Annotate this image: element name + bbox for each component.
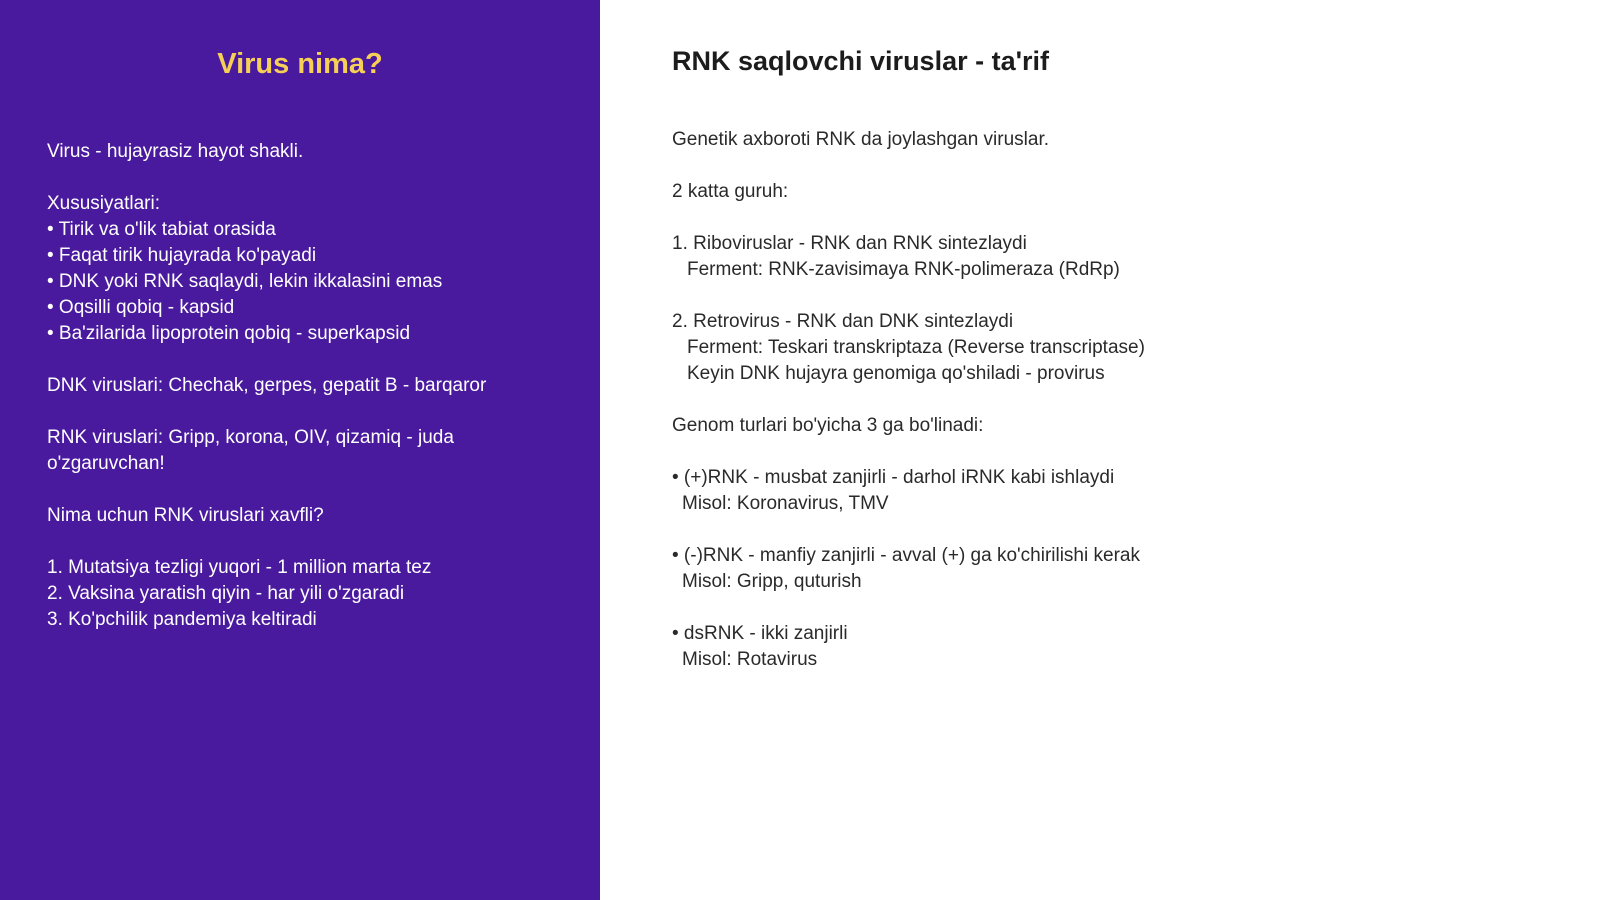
feature-item: • DNK yoki RNK saqlaydi, lekin ikkalasini emas (47, 271, 443, 292)
genome-type-positive-example: Misol: Koronavirus, TMV (682, 493, 889, 514)
reason-item: 1. Mutatsiya tezligi yuqori - 1 million marta tez (47, 557, 432, 578)
right-panel (600, 0, 1600, 900)
spacer (672, 387, 1552, 413)
group2-enzyme: Ferment: Teskari transkriptaza (Reverse transcriptase) (687, 337, 1145, 358)
group2-title: 2. Retrovirus - RNK dan DNK sintezlaydi (672, 311, 1014, 332)
feature-item: • Faqat tirik hujayrada ko'payadi (47, 245, 317, 266)
features-heading: Xususiyatlari: (47, 193, 160, 214)
danger-question: Nima uchun RNK viruslari xavfli? (47, 505, 324, 526)
spacer (672, 439, 1552, 465)
rna-viruses-line1: RNK viruslari: Gripp, korona, OIV, qizamiq - juda (47, 427, 454, 448)
spacer (47, 347, 547, 373)
right-body (672, 127, 1552, 673)
genome-type-double: • dsRNK - ikki zanjirli (672, 623, 848, 644)
group1-title: 1. Riboviruslar - RNK dan RNK sintezlaydi (672, 233, 1027, 254)
spacer (672, 595, 1552, 621)
left-body (47, 139, 547, 633)
spacer (672, 153, 1552, 179)
reason-item: 2. Vaksina yaratish qiyin - har yili o'zgaradi (47, 583, 405, 604)
spacer (47, 477, 547, 503)
feature-item: • Ba'zilarida lipoprotein qobiq - superkapsid (47, 323, 411, 344)
group1-enzyme: Ferment: RNK-zavisimaya RNK-polimeraza (RdRp) (687, 259, 1120, 280)
feature-item: • Tirik va o'lik tabiat orasida (47, 219, 276, 240)
spacer (672, 205, 1552, 231)
genome-type-negative: • (-)RNK - manfiy zanjirli - avval (+) ga ko'chirilishi kerak (672, 545, 1140, 566)
rna-virus-definition: Genetik axboroti RNK da joylashgan viruslar. (672, 129, 1050, 150)
reason-item: 3. Ko'pchilik pandemiya keltiradi (47, 609, 317, 630)
virus-definition: Virus - hujayrasiz hayot shakli. (47, 141, 304, 162)
spacer (47, 165, 547, 191)
genome-type-double-example: Misol: Rotavirus (682, 649, 818, 670)
groups-heading: 2 katta guruh: (672, 181, 789, 202)
spacer (672, 517, 1552, 543)
genome-type-positive: • (+)RNK - musbat zanjirli - darhol iRNK kabi ishlaydi (672, 467, 1115, 488)
group2-note: Keyin DNK hujayra genomiga qo'shiladi - provirus (687, 363, 1105, 384)
rna-viruses-line2: o'zgaruvchan! (47, 453, 165, 474)
left-title: Virus nima? (217, 48, 383, 80)
dna-viruses: DNK viruslari: Chechak, gerpes, gepatit B - barqaror (47, 375, 487, 396)
spacer (672, 283, 1552, 309)
genome-heading: Genom turlari bo'yicha 3 ga bo'linadi: (672, 415, 984, 436)
spacer (47, 529, 547, 555)
left-panel (0, 0, 600, 900)
spacer (47, 399, 547, 425)
feature-item: • Oqsilli qobiq - kapsid (47, 297, 235, 318)
right-title: RNK saqlovchi viruslar - ta'rif (672, 46, 1050, 76)
genome-type-negative-example: Misol: Gripp, quturish (682, 571, 862, 592)
